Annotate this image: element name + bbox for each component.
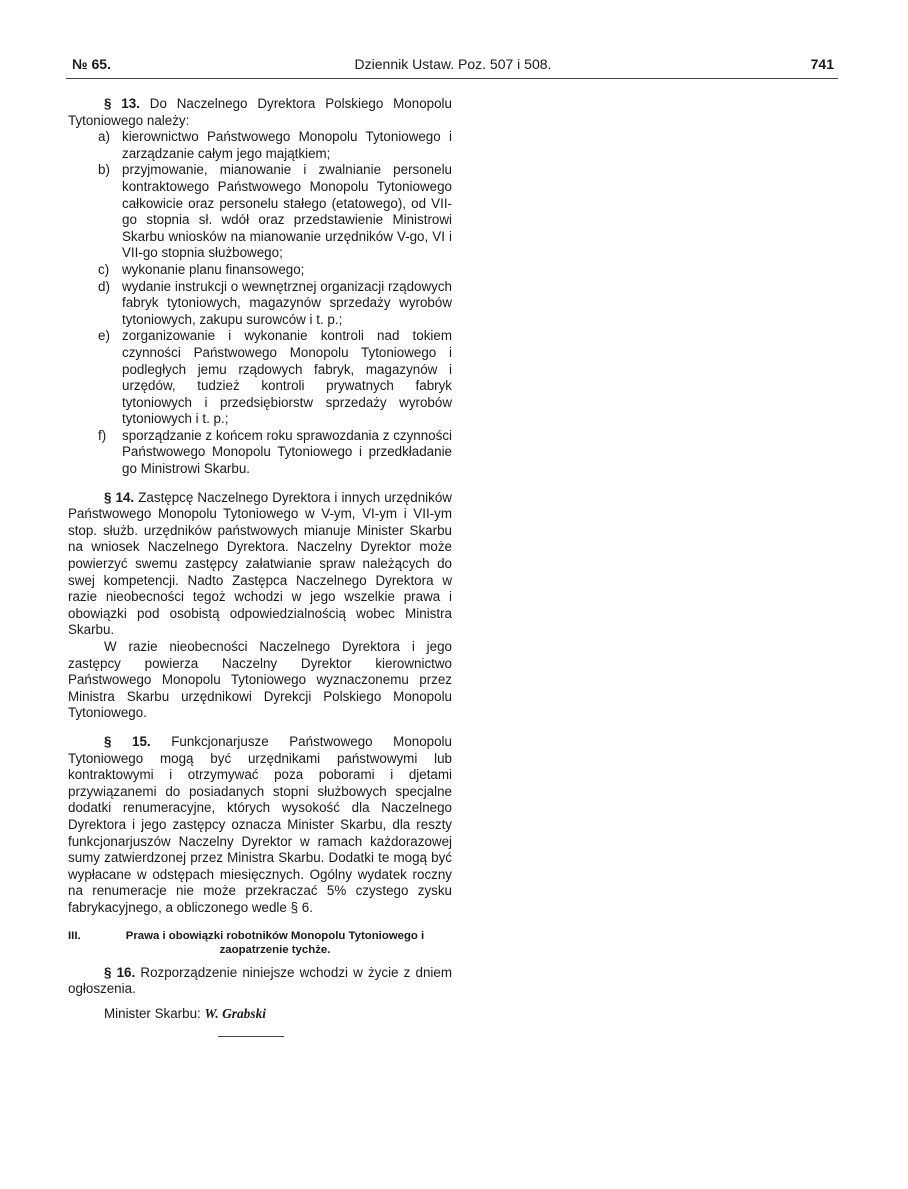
chapter-number: III. xyxy=(68,929,81,942)
item-label: f) xyxy=(98,427,107,443)
list-item xyxy=(98,262,452,279)
list-item xyxy=(98,129,452,162)
list-item xyxy=(98,162,452,262)
item-text: wykonanie planu finansowego; xyxy=(122,261,305,277)
section-13-intro: § 13. Do Naczelnego Dyrektora Polskiego Monopolu Tytoniowego należy: xyxy=(68,96,452,128)
page-header xyxy=(72,56,834,76)
header-rule xyxy=(66,78,838,79)
item-label: b) xyxy=(98,162,110,178)
section-14-paragraph-1: § 14. Zastępcę Naczelnego Dyrektora i innych urzędników Państwowego Monopolu Tytoniowego w V-ym, VI-ym i VII-ym stop. służb. urzędników państwowych mianuje Minister Skarbu na wniosek Naczelnego Dyrektora. Naczelny Dyrektor może powierzyć swemu zastępcy załatwianie spraw należących do swej kompetencji. Nadto Zastępca Naczelnego Dyrektora w razie nieobecności tegoż wchodzi w jego wszelkie prawa i obowiązki pod osobistą odpowiedzialnością wobec Ministra Skarbu. xyxy=(68,489,452,638)
chapter-heading xyxy=(68,929,452,957)
list-item xyxy=(98,279,452,329)
section-16-paragraph: § 16. Rozporządzenie niniejsze wchodzi w życie z dniem ogłoszenia. xyxy=(68,964,452,997)
item-text: sporządzanie z końcem roku sprawozdania z czynności Państwowego Monopolu Tytoniowego i przedkładanie go Ministrowi Skarbu. xyxy=(122,427,452,477)
text-column xyxy=(68,96,452,1037)
item-label: e) xyxy=(98,328,110,344)
section-13-items xyxy=(98,129,452,477)
section-16-number: § 16. xyxy=(104,964,136,980)
item-text: wydanie instrukcji o wewnętrznej organizacji rządowych fabryk tytoniowych, magazynów sprzedaży wyrobów tytoniowych, zakupu surowców i t. p.; xyxy=(122,278,452,327)
item-label: d) xyxy=(98,278,110,294)
page-number: 741 xyxy=(810,56,834,72)
end-rule xyxy=(218,1036,284,1037)
item-text: przyjmowanie, mianowanie i zwalnianie personelu kontraktowego Państwowego Monopolu Tytoniowego całkowicie oraz personelu stałego (etatowego), od VII-go stopnia sł. wdół oraz przedstawienie Ministrowi Skarbu wniosków na mianowanie urzędników V-go, VI i VII-go stopnia służbowego; xyxy=(122,162,452,261)
journal-title: Dziennik Ustaw. Poz. 507 i 508. xyxy=(354,56,552,72)
item-label: c) xyxy=(98,261,110,277)
section-14-paragraph-2: W razie nieobecności Naczelnego Dyrektora i jego zastępcy powierza Naczelny Dyrektor kierownictwo Państwowego Monopolu Tytoniowego wyznaczonemu przez Ministra Skarbu urzędnikowi Dyrekcji Polskiego Monopolu Tytoniowego. xyxy=(68,639,452,721)
section-13-number: § 13. xyxy=(104,96,140,111)
signature-line xyxy=(68,1006,452,1023)
item-label: a) xyxy=(98,129,110,145)
section-15-paragraph: § 15. Funkcjonarjusze Państwowego Monopolu Tytoniowego mogą być urzędnikami państwowymi lub kontraktowymi i otrzymywać poza poborami i djetami przywiązanemi do posiadanych stopni służbowych specjalne dodatki renumeracyjne, których wysokość dla Naczelnego Dyrektora i jego zastępcy oznacza Minister Skarbu, dla reszty funkcjonarjuszów Naczelny Dyrektor w ramach każdorazowej sumy zatwierdzonej przez Ministra Skarbu. Dodatki te mogą być wypłacane w odstępach miesięcznych. Ogólny wydatek roczny na renumeracje nie może przekraczać 5% czystego zysku fabrykacyjnego, a obliczonego wedle § 6. xyxy=(68,733,452,915)
item-text: zorganizowanie i wykonanie kontroli nad tokiem czynności Państwowego Monopolu Tytoniowego i podległych jemu rządowych fabryk, magazynów i urzędów, tudzież kontroli prywatnych fabryk tytoniowych i przedsiębiorstw sprzedaży wyrobów tytoniowych i t. p.; xyxy=(122,328,452,427)
list-item xyxy=(98,428,452,478)
signature-role: Minister Skarbu: xyxy=(104,1005,201,1021)
section-15-number: § 15. xyxy=(104,733,151,749)
issue-number: № 65. xyxy=(72,56,111,72)
chapter-title: Prawa i obowiązki robotników Monopolu Tytoniowego i zaopatrzenie tychże. xyxy=(125,929,425,956)
signature-name: W. Grabski xyxy=(204,1005,266,1021)
section-14-number: § 14. xyxy=(104,489,135,505)
list-item xyxy=(98,328,452,428)
item-text: kierownictwo Państwowego Monopolu Tytoniowego i zarządzanie całym jego majątkiem; xyxy=(122,129,452,161)
